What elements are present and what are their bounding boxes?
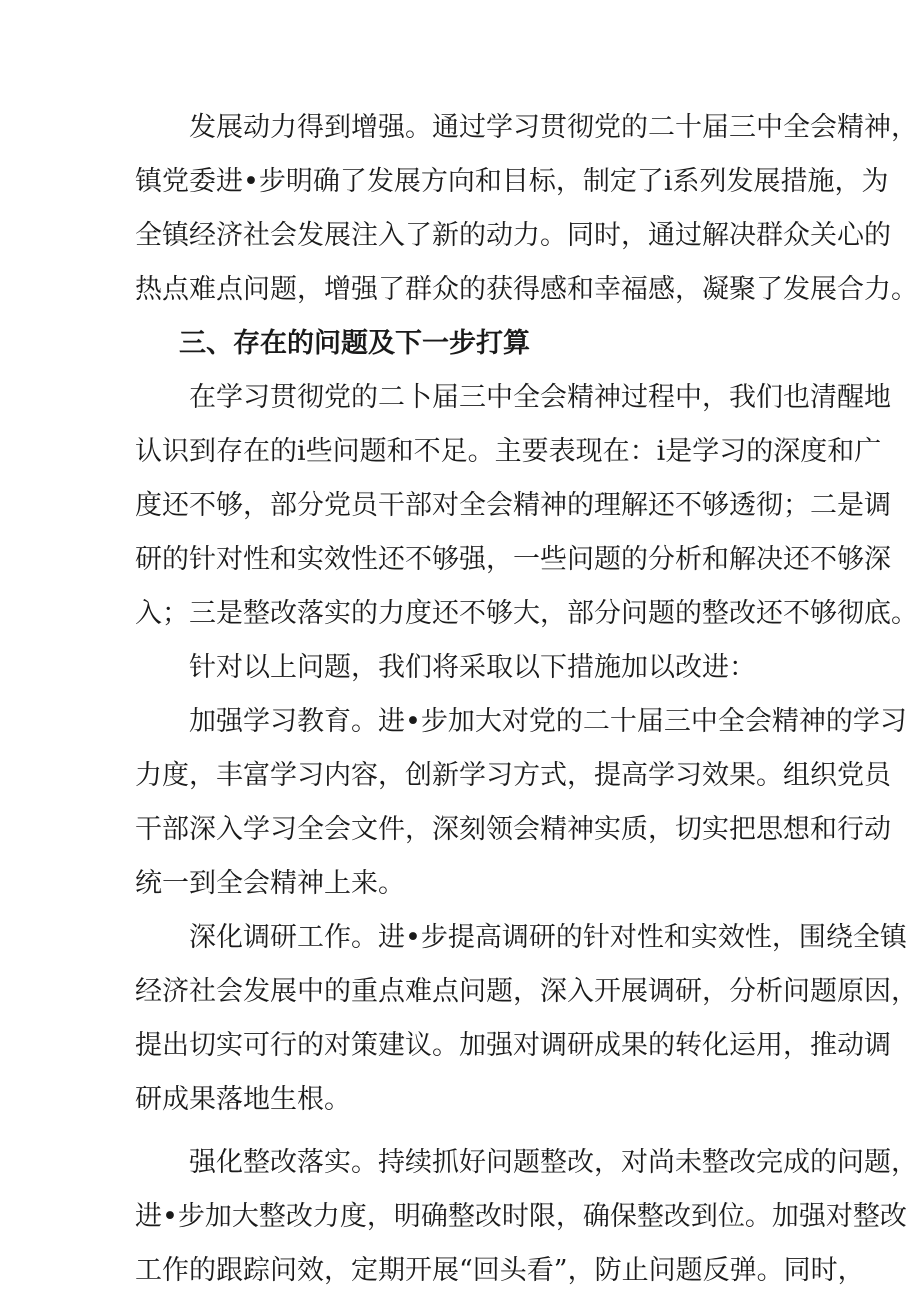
document-body: [135, 101, 918, 1298]
text-line: 认识到存在的i些问题和不足。主要表现在：i是学习的深度和广: [135, 436, 882, 467]
text-line: 统一到全会精神上来。: [135, 868, 405, 899]
text-line: 工作的跟踪问效，定期开展“回头看”，防止问题反弹。同时，: [135, 1255, 865, 1286]
text-line: 度还不够，部分党员干部对全会精神的理解还不够透彻；二是调: [135, 490, 891, 521]
text-line: 加强学习教育。进•步加大对党的二十届三中全会精神的学习: [189, 706, 907, 737]
text-line: 全镇经济社会发展注入了新的动力。同时，通过解决群众关心的: [135, 220, 891, 251]
text-line: 进•步加大整改力度，明确整改时限，确保整改到位。加强对整改: [135, 1201, 907, 1232]
paragraph-development-momentum: [135, 101, 918, 317]
text-line: 镇党委进•步明确了发展方向和目标，制定了i系列发展措施，为: [135, 166, 889, 197]
text-line: 研的针对性和实效性还不够强，一些问题的分析和解决还不够深: [135, 544, 891, 575]
text-line: 干部深入学习全会文件，深刻领会精神实质，切实把思想和行动: [135, 814, 891, 845]
paragraph-problems: [135, 371, 918, 641]
text-line: 入；三是整改落实的力度还不够大，部分问题的整改还不够彻底。: [135, 598, 918, 629]
paragraph-gap: [135, 1127, 801, 1136]
paragraph-rectification: [135, 1136, 918, 1298]
text-line: 强化整改落实。持续抓好问题整改，对尚未整改完成的问题，: [189, 1147, 918, 1178]
text-line: 在学习贯彻党的二卜届三中全会精神过程中，我们也清醒地: [189, 382, 891, 413]
text-line: 热点难点问题，增强了群众的获得感和幸福感，凝聚了发展合力。: [135, 274, 918, 305]
text-line: 深化调研工作。进•步提高调研的针对性和实效性，围绕全镇: [189, 922, 907, 953]
section-heading: 三、存在的问题及下一步打算: [179, 328, 530, 359]
paragraph-strengthen-learning: [135, 695, 907, 911]
text-line: 经济社会发展中的重点难点问题，深入开展调研，分析问题原因，: [135, 976, 918, 1007]
paragraph-deepen-research: [135, 911, 918, 1127]
paragraph-measures-intro: [135, 641, 801, 695]
text-line: 研成果落地生根。: [135, 1084, 351, 1115]
text-line: 提出切实可行的对策建议。加强对调研成果的转化运用，推动调: [135, 1030, 891, 1061]
text-line: 力度，丰富学习内容，创新学习方式，提高学习效果。组织党员: [135, 760, 891, 791]
text-line: 针对以上问题，我们将采取以下措施加以改进：: [189, 652, 756, 683]
text-line: 发展动力得到增强。通过学习贯彻党的二十届三中全会精神，: [189, 112, 918, 143]
